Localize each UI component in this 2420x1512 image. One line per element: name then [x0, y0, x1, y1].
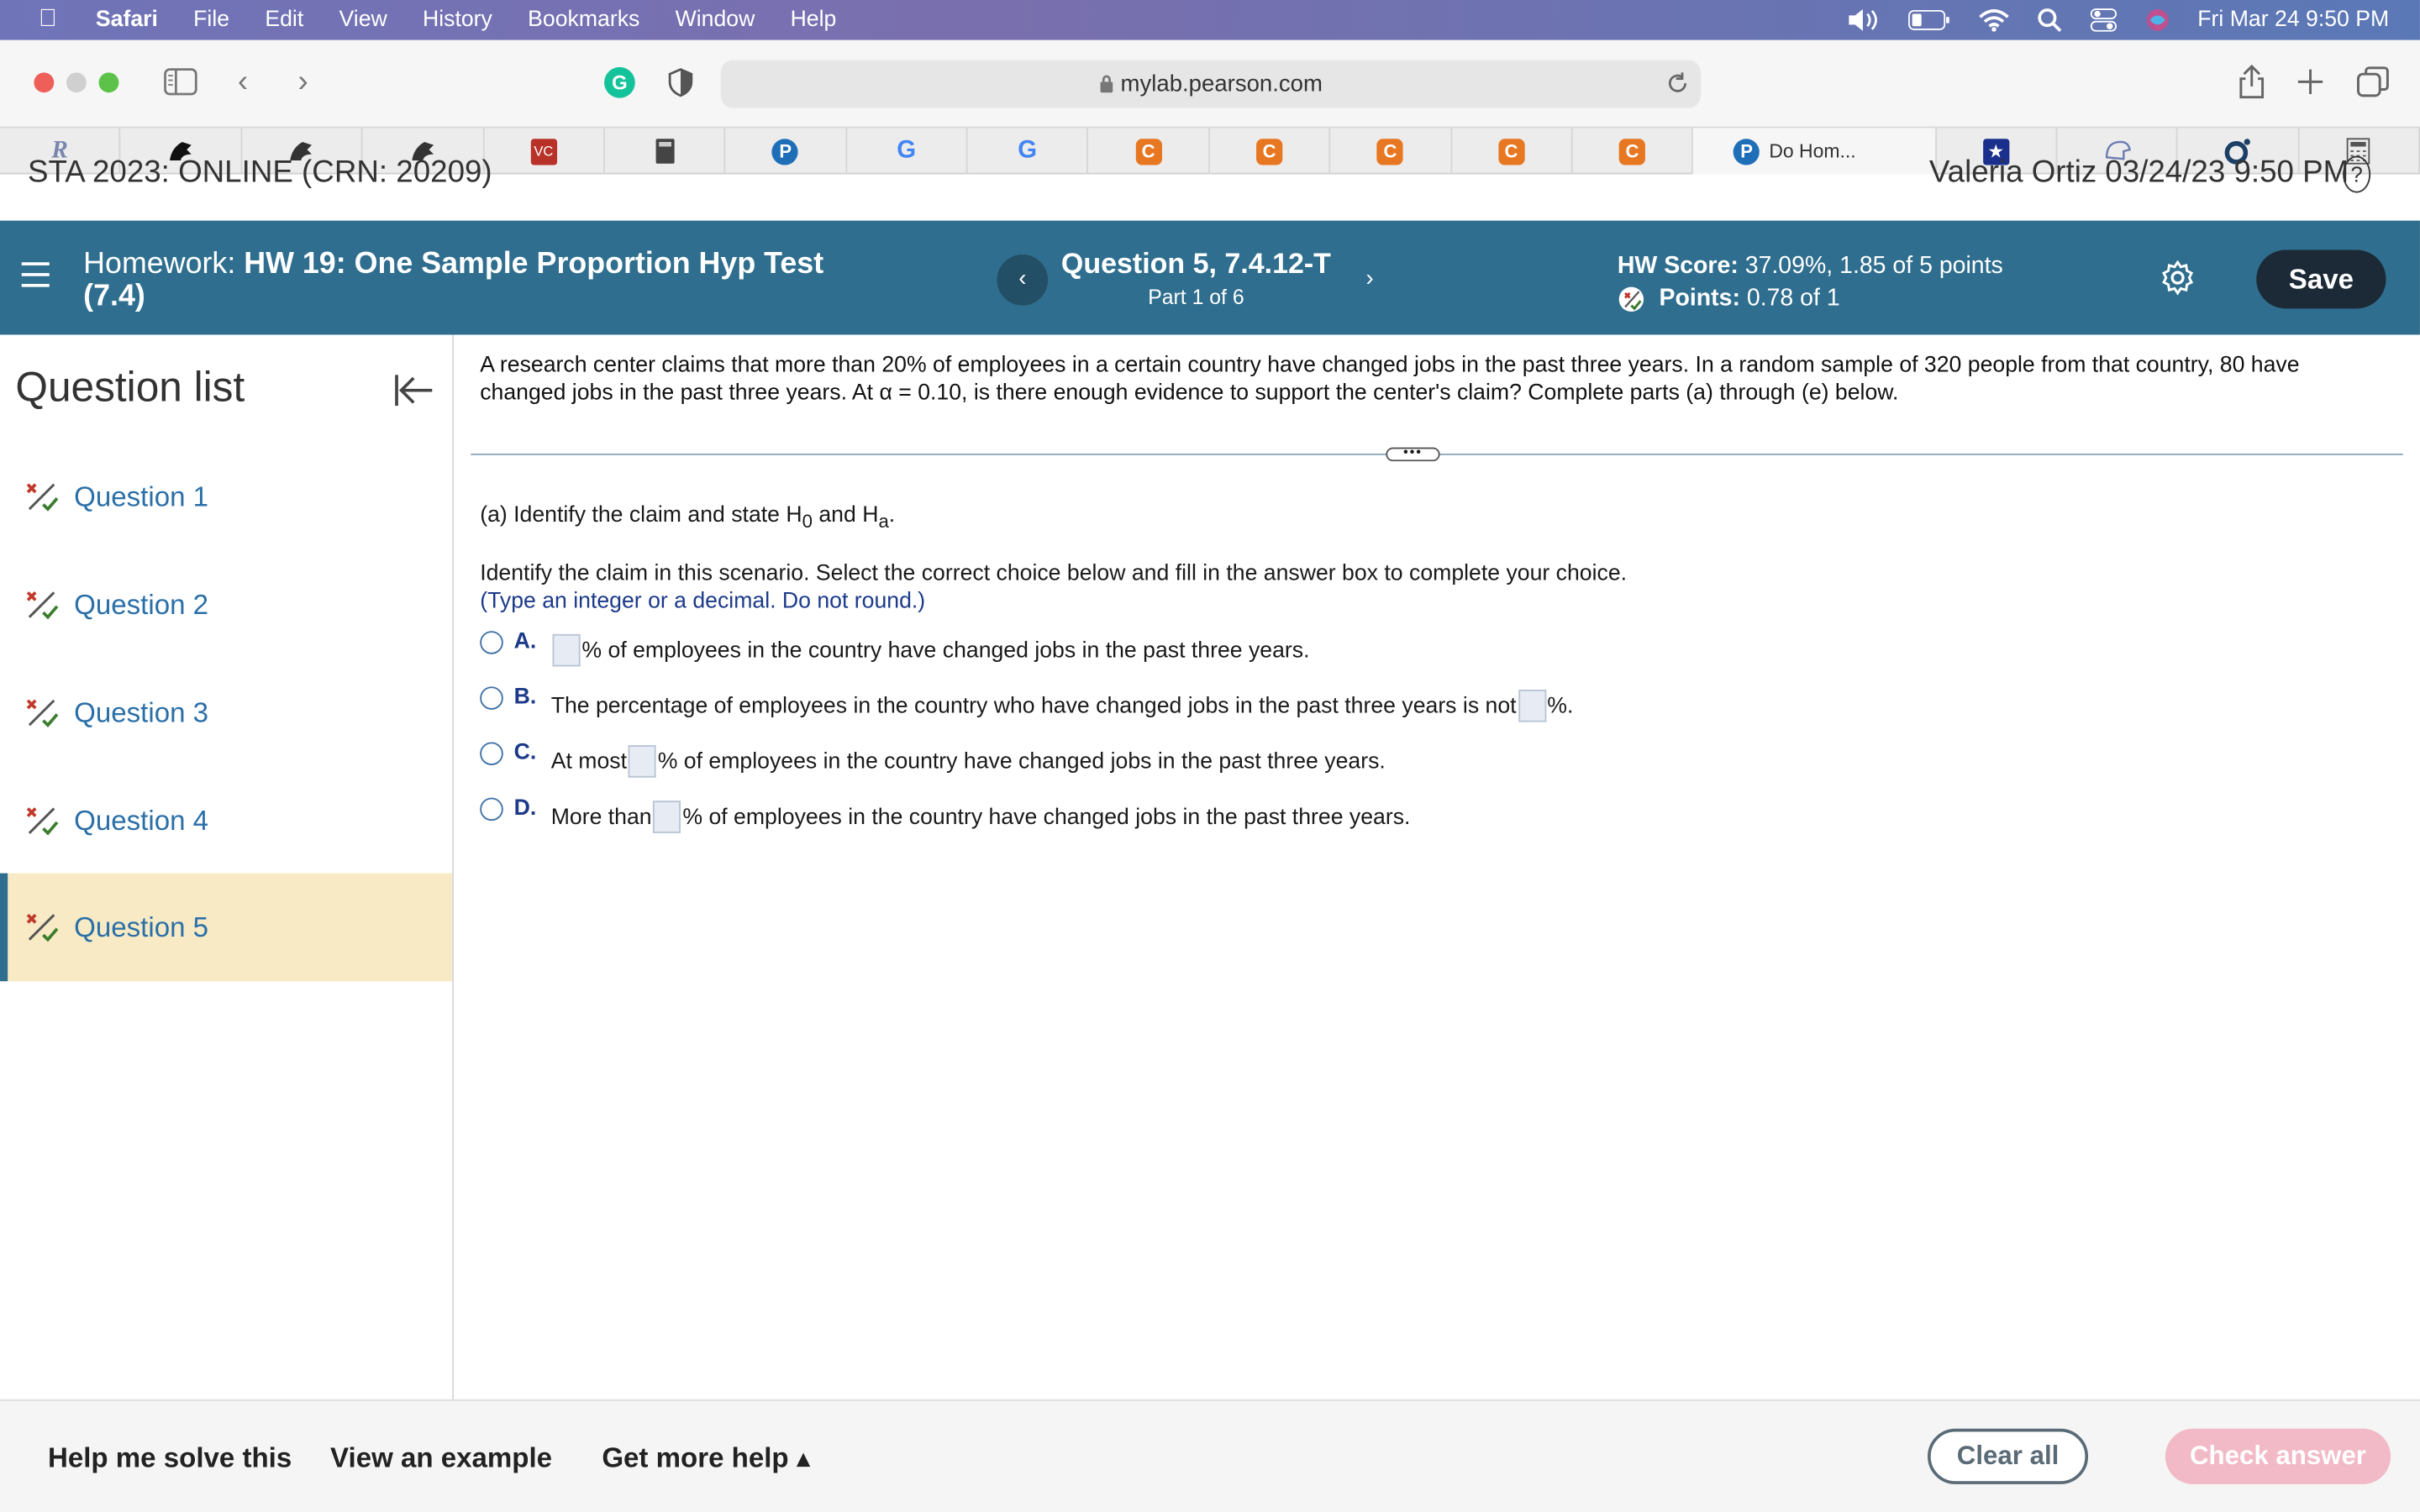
address-bar[interactable] — [721, 60, 1701, 108]
forward-icon[interactable]: › — [297, 65, 308, 99]
choice-letter: C. — [513, 740, 537, 766]
menu-hamburger-icon[interactable] — [22, 262, 50, 286]
hint-text: (Type an integer or a decimal. Do not round.) — [480, 589, 926, 615]
vc-logo-icon: VC — [530, 138, 556, 164]
collapse-sidebar-icon[interactable] — [393, 372, 434, 409]
choice-c[interactable] — [480, 742, 1386, 777]
save-button[interactable]: Save — [2256, 250, 2386, 309]
lock-icon — [1099, 74, 1114, 92]
menubar-clock[interactable]: Fri Mar 24 9:50 PM — [2197, 8, 2390, 33]
session-date: 03/24/23 9:50 PM — [2105, 155, 2349, 190]
alpha-symbol: α — [879, 380, 892, 406]
tab-overview-icon[interactable] — [2357, 66, 2390, 97]
google-logo-icon: G — [1018, 137, 1038, 164]
problem-text-1: A research center claims that more than 20% of employees in a certain country have changed jobs in the past three years. In a random sample of 320 people from that country, 80 have changed jobs in the past three years. At — [480, 353, 2300, 406]
choice-b-after: %. — [1547, 693, 1574, 718]
question-list-item-5[interactable] — [0, 874, 452, 982]
siri-icon[interactable] — [2145, 8, 2170, 32]
problem-statement — [480, 354, 2378, 407]
help-me-solve-link[interactable]: Help me solve this — [47, 1442, 292, 1474]
pinned-tab-google-2[interactable] — [968, 128, 1089, 174]
points-value: 0.78 of 1 — [1746, 285, 1840, 312]
new-tab-icon[interactable] — [2296, 68, 2324, 96]
part-a-suba: a — [878, 510, 889, 533]
grammarly-extension-icon[interactable] — [603, 66, 636, 99]
partial-credit-icon — [1618, 285, 1645, 312]
previous-question-button[interactable]: ‹ — [997, 255, 1049, 306]
apple-menu-icon[interactable] — [0, 6, 96, 34]
partial-credit-icon — [24, 911, 58, 944]
menu-edit[interactable]: Edit — [265, 8, 304, 33]
volume-icon[interactable] — [1846, 8, 1880, 32]
partial-credit-icon — [24, 588, 58, 622]
chegg-logo-icon: C — [1619, 138, 1645, 164]
choice-letter: A. — [513, 629, 537, 654]
choice-a[interactable] — [480, 631, 1309, 666]
menu-help[interactable]: Help — [790, 8, 837, 33]
get-more-help-link[interactable]: Get more help ▴ — [602, 1442, 811, 1474]
part-a-sub0: 0 — [802, 510, 813, 533]
score-panel — [1618, 250, 2003, 315]
question-list-item-2[interactable] — [0, 551, 452, 659]
chegg-logo-icon: C — [1256, 138, 1282, 164]
pinned-tab-google-1[interactable] — [847, 128, 968, 174]
browser-toolbar — [0, 40, 2420, 129]
choice-d[interactable] — [480, 795, 1411, 833]
choice-a-radio[interactable] — [480, 631, 503, 654]
homework-header — [0, 221, 2420, 335]
url-text: mylab.pearson.com — [1120, 71, 1323, 97]
pinned-tab-chegg-1[interactable] — [1089, 128, 1210, 174]
part-a-and: and H — [812, 502, 879, 528]
choice-letter: B. — [513, 685, 537, 710]
question-label: Question 5 — [74, 911, 209, 942]
question-info — [1050, 247, 1343, 308]
clipped-course-strip — [0, 155, 2420, 221]
question-list-item-3[interactable] — [0, 659, 452, 767]
question-list-sidebar — [0, 335, 454, 1399]
problem-text-2: = 0.10, is there enough evidence to support the center's claim? Complete parts (a) through (e) below. — [892, 380, 1899, 406]
question-list-item-4[interactable] — [0, 767, 452, 875]
zoom-window-button[interactable] — [99, 72, 119, 92]
question-label: Question 2 — [74, 588, 209, 620]
choice-letter: D. — [513, 795, 537, 822]
question-title: Question 5, 7.4.12-T — [1060, 246, 1331, 280]
battery-icon[interactable] — [1907, 9, 1950, 31]
pinned-tab-chegg-2[interactable] — [1210, 128, 1331, 174]
question-list-title: Question list — [15, 364, 245, 411]
choice-c-before: At most — [550, 748, 627, 774]
pearson-logo-icon: P — [1733, 138, 1760, 164]
sidebar-toggle-icon[interactable] — [164, 68, 197, 96]
choice-b-before: The percentage of employees in the country who have changed jobs in the past three years is not — [550, 693, 1517, 718]
pinned-tab-vc[interactable] — [484, 128, 605, 174]
choice-d-before: More than — [550, 804, 652, 830]
close-window-button[interactable] — [34, 72, 54, 92]
hw-score-label: HW Score: — [1617, 253, 1739, 280]
question-list-item-1[interactable] — [0, 443, 452, 551]
next-question-button[interactable]: › — [1365, 265, 1374, 292]
choice-b-radio[interactable] — [480, 686, 503, 710]
expand-more-button[interactable]: ••• — [1386, 448, 1439, 462]
help-icon[interactable]: ? — [2343, 156, 2370, 193]
google-logo-icon: G — [897, 137, 917, 164]
choice-a-after: % of employees in the country have changed jobs in the past three years. — [581, 638, 1310, 663]
choice-b-answer-box[interactable] — [1518, 690, 1545, 722]
menu-bookmarks[interactable]: Bookmarks — [528, 8, 640, 33]
share-icon[interactable] — [2238, 65, 2265, 98]
menu-view[interactable]: View — [339, 8, 387, 33]
settings-gear-icon[interactable] — [2160, 260, 2196, 297]
homework-label: Homework: — [83, 246, 236, 281]
pinned-tab-chegg-5[interactable] — [1572, 128, 1693, 174]
instruction-text: Identify the claim in this scenario. Select the correct choice below and fill in the answer box to complete your choice. — [480, 561, 1628, 586]
wifi-icon[interactable] — [1978, 8, 2009, 32]
part-a-prefix: (a) Identify the claim and state H — [480, 502, 802, 528]
pinned-tab-chegg-4[interactable] — [1451, 128, 1572, 174]
choice-a-answer-box[interactable] — [553, 634, 581, 667]
choice-c-radio[interactable] — [480, 742, 503, 765]
question-label: Question 4 — [74, 804, 209, 836]
r-letter-icon: R — [51, 137, 68, 164]
svg-text:G: G — [612, 71, 628, 95]
points-label: Points: — [1659, 285, 1740, 312]
footer-bar — [0, 1399, 2420, 1512]
chegg-logo-icon: C — [1498, 138, 1524, 164]
choice-c-answer-box[interactable] — [629, 745, 656, 778]
chegg-logo-icon: C — [1377, 138, 1403, 164]
choice-d-answer-box[interactable] — [653, 801, 681, 833]
pearson-logo-icon: P — [772, 138, 798, 164]
clear-all-button[interactable]: Clear all — [1928, 1429, 2088, 1484]
control-center-icon[interactable] — [2090, 8, 2118, 32]
homework-name: HW 19: One Sample Proportion Hyp Test (7.4) — [83, 246, 824, 313]
question-label: Question 3 — [74, 696, 209, 728]
notebook-icon — [654, 137, 676, 165]
question-part: Part 1 of 6 — [1148, 285, 1244, 309]
spotlight-search-icon[interactable] — [2037, 8, 2061, 32]
reload-icon[interactable] — [1667, 72, 1689, 94]
pinned-tab-pearson-1[interactable] — [726, 128, 847, 174]
question-panel — [454, 335, 2420, 1399]
chegg-logo-icon: C — [1135, 138, 1161, 164]
homework-title — [83, 246, 886, 313]
mac-menubar — [0, 0, 2420, 40]
pinned-tab-chegg-3[interactable] — [1330, 128, 1451, 174]
menu-file[interactable]: File — [193, 8, 230, 33]
instructions — [480, 560, 1627, 616]
tab-title: Do Hom... — [1769, 140, 1856, 162]
question-label: Question 1 — [74, 480, 209, 512]
choice-d-radio[interactable] — [480, 798, 503, 822]
menu-app-safari[interactable]: Safari — [95, 8, 158, 33]
active-tab-do-homework[interactable] — [1693, 128, 1936, 174]
hw-score-value: 37.09%, 1.85 of 5 points — [1744, 253, 2003, 280]
choice-b[interactable] — [480, 686, 1573, 722]
privacy-shield-icon[interactable] — [668, 68, 692, 97]
partial-credit-icon — [24, 480, 58, 513]
part-a-end: . — [888, 502, 896, 528]
partial-credit-icon — [24, 804, 58, 837]
menu-history[interactable]: History — [422, 8, 492, 33]
star-logo-icon: ★ — [1983, 138, 2009, 164]
back-icon[interactable]: ‹ — [237, 65, 249, 99]
course-name: STA 2023: ONLINE (CRN: 20209) — [28, 155, 492, 190]
partial-credit-icon — [24, 696, 58, 729]
choice-c-after: % of employees in the country have changed jobs in the past three years. — [657, 748, 1386, 774]
minimize-window-button[interactable] — [66, 72, 87, 92]
menu-window[interactable]: Window — [675, 8, 755, 33]
check-answer-button[interactable]: Check answer — [2165, 1429, 2391, 1484]
choice-d-after: % of employees in the country have changed jobs in the past three years. — [682, 804, 1411, 830]
pinned-tab-notebook[interactable] — [605, 128, 726, 174]
view-example-link[interactable]: View an example — [330, 1442, 553, 1474]
part-a-heading — [480, 503, 895, 533]
student-name: Valeria Ortiz — [1928, 155, 2097, 190]
